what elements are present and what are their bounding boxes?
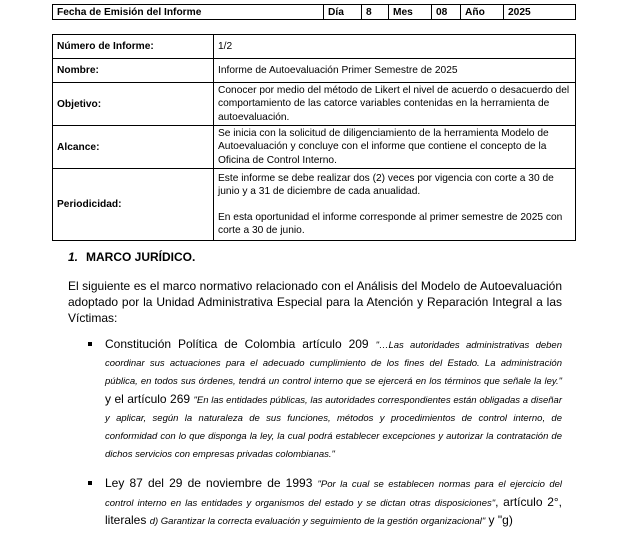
periodicity-label: Periodicidad: bbox=[53, 169, 214, 241]
bullet-icon bbox=[88, 481, 92, 485]
issue-date-label: Fecha de Emisión del Informe bbox=[53, 5, 324, 20]
bullet-icon bbox=[88, 342, 92, 346]
report-number-value: 1/2 bbox=[214, 35, 576, 59]
periodicity-text-2: En esta oportunidad el informe corresponde al primer semestre de 2025 con corte a 30 de junio. bbox=[218, 212, 563, 237]
table-row bbox=[53, 169, 576, 241]
table-row bbox=[53, 126, 576, 169]
periodicity-text-1: Este informe se debe realizar dos (2) veces por vigencia con corte a 30 de junio y a 31 de diciembre de cada anualidad. bbox=[218, 172, 554, 197]
issue-date-table bbox=[52, 4, 576, 20]
legal-framework-list bbox=[88, 336, 562, 542]
month-label: Mes bbox=[389, 5, 432, 20]
section-heading bbox=[68, 250, 195, 264]
report-number-label: Número de Informe: bbox=[53, 35, 214, 59]
month-value: 08 bbox=[432, 5, 461, 20]
year-value: 2025 bbox=[504, 5, 576, 20]
scope-label: Alcance: bbox=[53, 126, 214, 169]
periodicity-value bbox=[214, 169, 576, 241]
year-label: Año bbox=[461, 5, 504, 20]
section-number: 1. bbox=[68, 250, 79, 264]
section-intro: El siguiente es el marco normativo relacionado con el Análisis del Modelo de Autoevaluación adoptado por la Unidad Administrativa Especial para la Atención y Reparación Integral a las Víctimas: bbox=[68, 279, 562, 325]
day-label: Día bbox=[324, 5, 362, 20]
table-row bbox=[53, 35, 576, 59]
section-title: MARCO JURÍDICO. bbox=[86, 250, 196, 264]
list-item: Constitución Política de Colombia artículo 209 "…Las autoridades administrativas deben coordinar sus actuaciones para el adecuado cumplimiento de los fines del Estado. La administración pública, en todos sus órdenes, tendrá un control interno que se ejercerá en los términos que señale la ley." y el artículo 269 "En las entidades públicas, las autoridades correspondientes están obligadas a diseñar y aplicar, según la naturaleza de sus funciones, métodos y procedimientos de control interno, de conformidad con lo que disponga la ley, la cual podrá establecer excepciones y autorizar la contratación de dichos servicios con empresas privadas colombianas." bbox=[88, 336, 562, 463]
name-value: Informe de Autoevaluación Primer Semestre de 2025 bbox=[214, 59, 576, 83]
table-row bbox=[53, 59, 576, 83]
table-row bbox=[53, 83, 576, 126]
scope-value: Se inicia con la solicitud de diligenciamiento de la herramienta Modelo de Autoevaluación y concluye con el informe que contiene el concepto de la Oficina de Control Interno. bbox=[214, 126, 576, 169]
list-item: Ley 87 del 29 de noviembre de 1993 "Por la cual se establecen normas para el ejercicio del control interno en las entidades y organismos del estado y se dictan otras disposiciones", artículo 2°, literales d) Garantizar la correcta evaluación y seguimiento de la gestión organizacional" y "g) bbox=[88, 475, 562, 530]
objective-value: Conocer por medio del método de Likert el nivel de acuerdo o desacuerdo del comportamiento de las catorce variables contenidas en la herramienta de autoevaluación. bbox=[214, 83, 576, 126]
objective-label: Objetivo: bbox=[53, 83, 214, 126]
report-info-table bbox=[52, 34, 576, 241]
name-label: Nombre: bbox=[53, 59, 214, 83]
day-value: 8 bbox=[362, 5, 389, 20]
